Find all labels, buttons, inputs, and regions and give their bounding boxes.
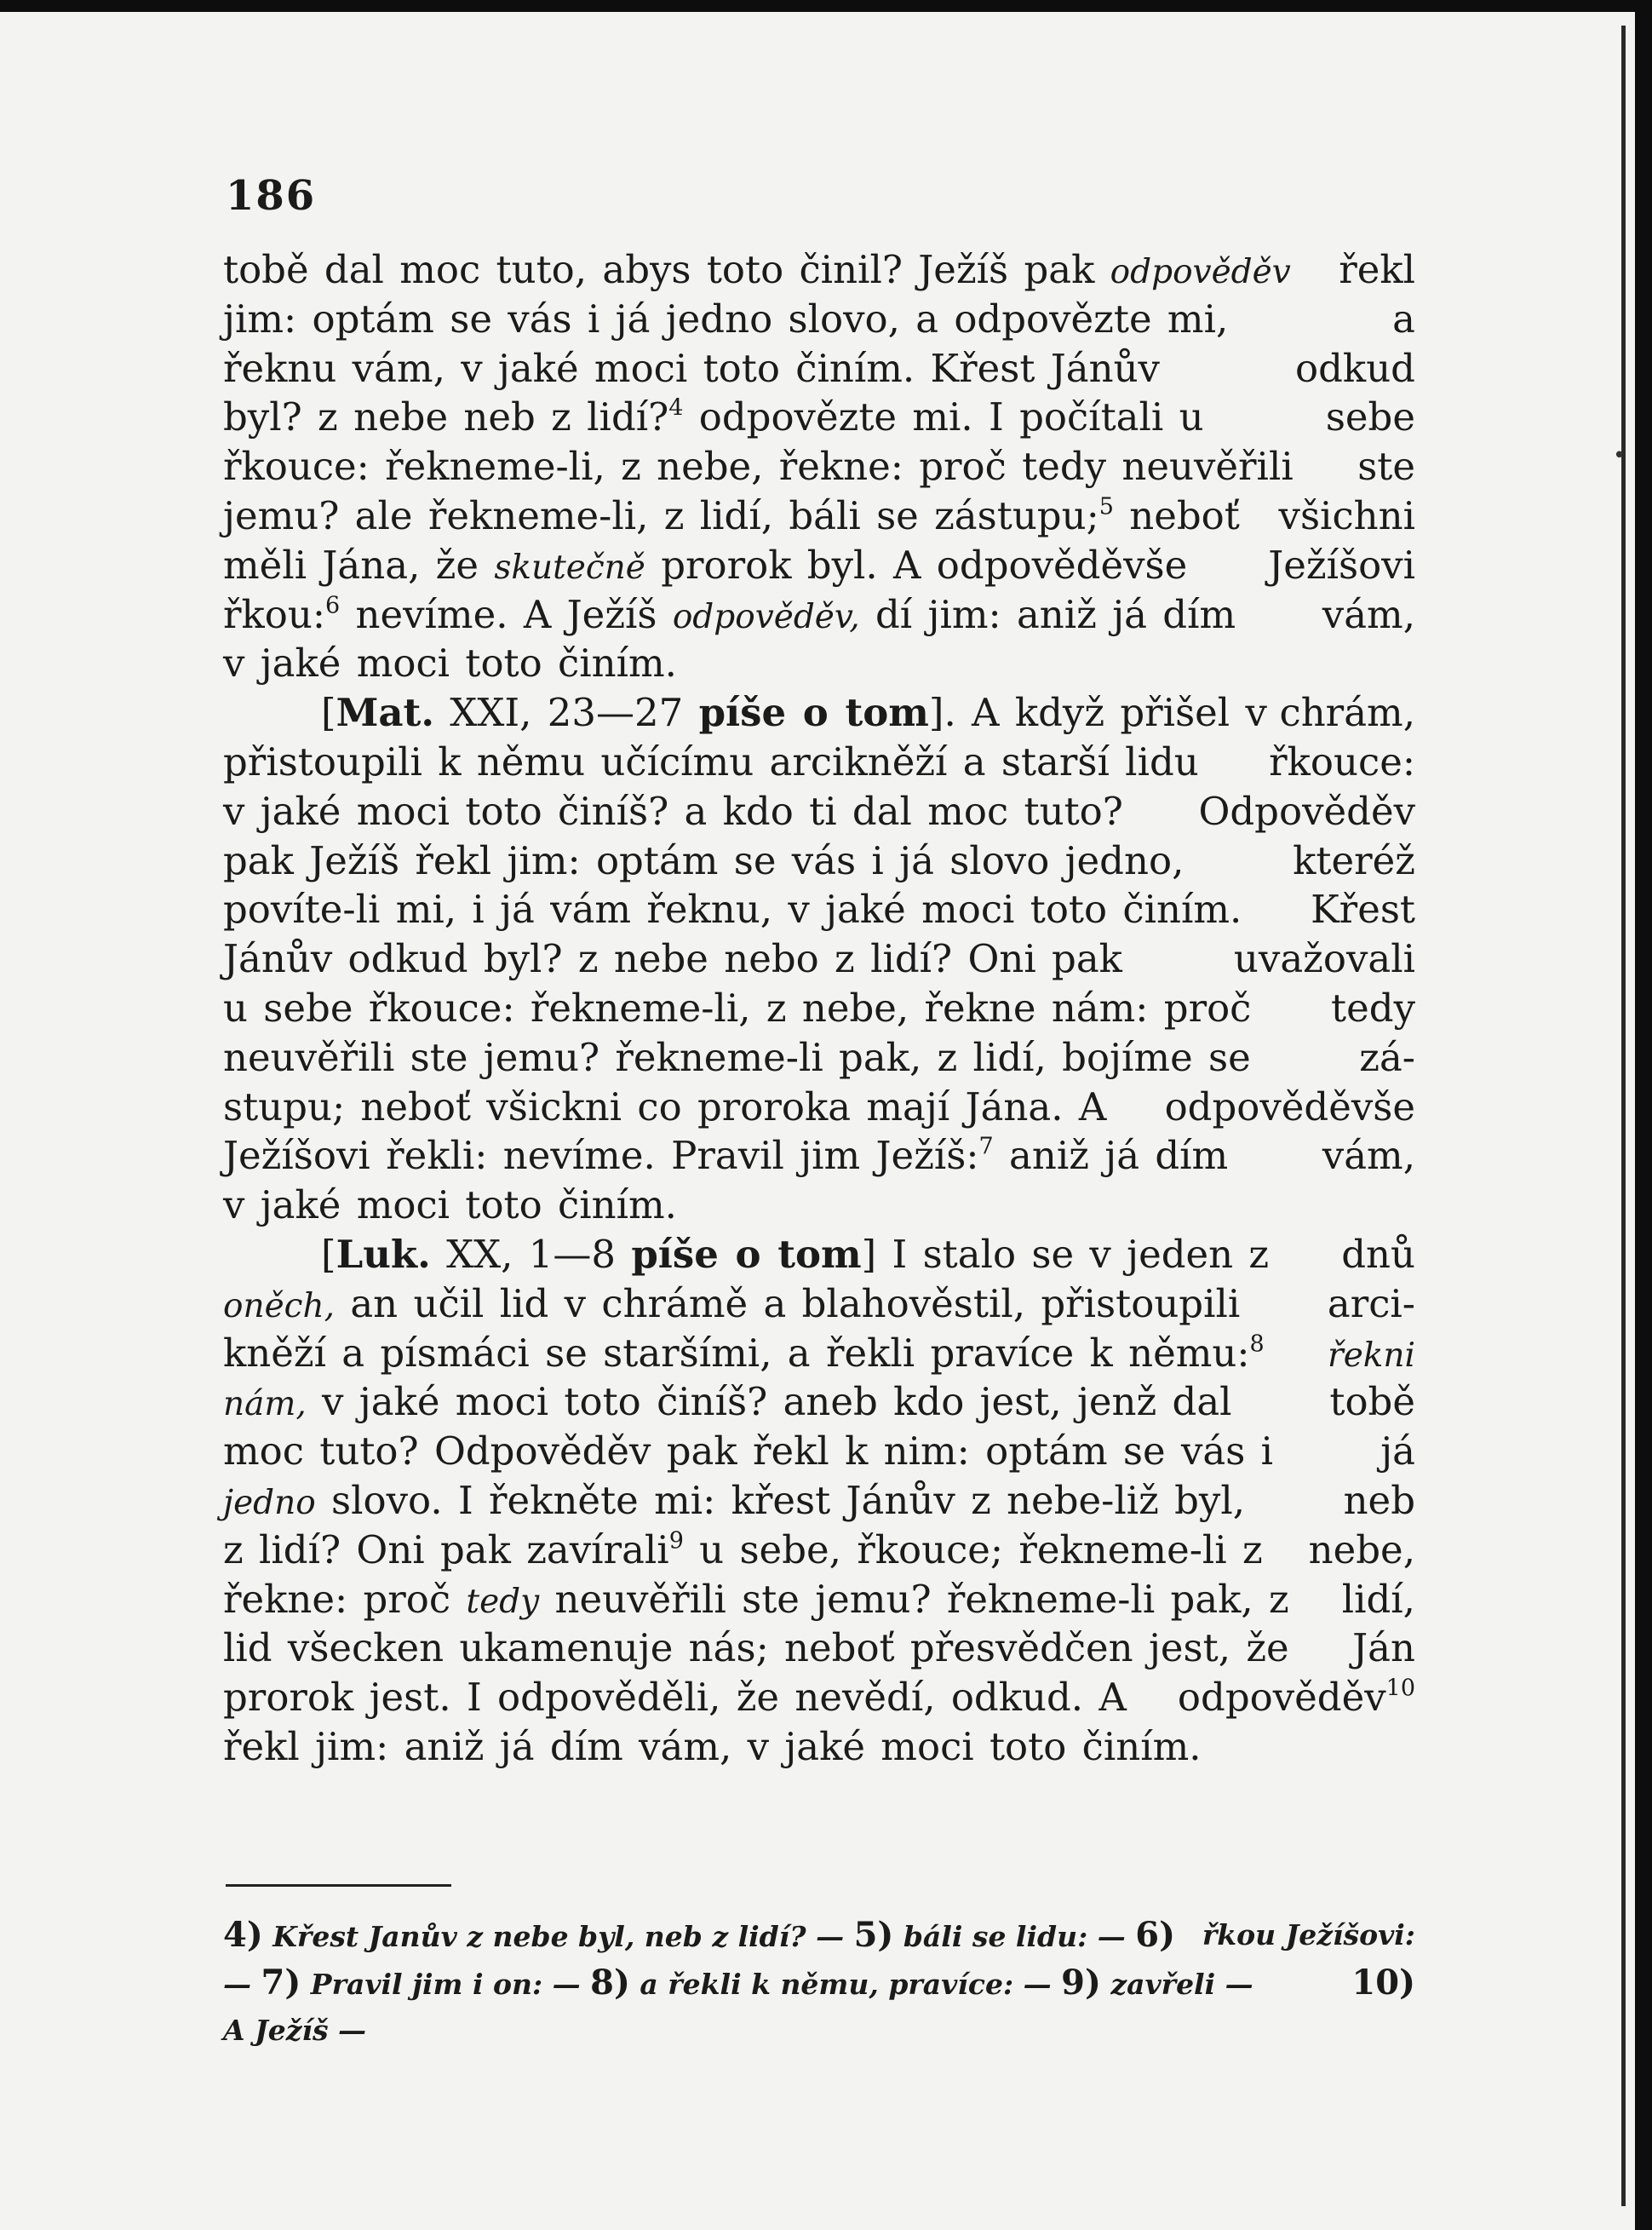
line-end-word bbox=[1293, 836, 1415, 886]
line-text: Křest bbox=[1311, 887, 1415, 933]
text-line bbox=[223, 934, 1415, 984]
line-text: moc tuto? Odpověděv pak řekl k nim: optám se vás i bbox=[223, 1428, 1274, 1474]
line-start bbox=[223, 1526, 1263, 1575]
line-text: ste bbox=[1357, 444, 1415, 490]
line-end-word bbox=[1344, 1476, 1415, 1526]
scan-top-border bbox=[0, 0, 1652, 12]
line-text: tobě dal moc tuto, abys toto činil? Ježíš pak bbox=[223, 247, 1110, 292]
line-text: neb bbox=[1343, 1477, 1415, 1523]
line-text: Ján bbox=[1352, 1625, 1415, 1671]
text-line bbox=[223, 885, 1415, 934]
text-line bbox=[223, 836, 1415, 886]
line-start bbox=[223, 295, 1228, 344]
footnote-number: 5) bbox=[853, 1915, 894, 1955]
footnote-text: řkou Ježíšovi: bbox=[1202, 1918, 1415, 1951]
footnote-number: 8) bbox=[590, 1963, 630, 2003]
line-text: pak Ježíš řekl jim: optám se vás i já slovo jedno, bbox=[223, 837, 1185, 883]
text-line bbox=[223, 1033, 1415, 1083]
line-text: neuvěřili ste jemu? řekneme-li pak, z bbox=[539, 1576, 1289, 1622]
text-line bbox=[223, 1131, 1415, 1181]
line-text: z lidí? Oni pak zavírali bbox=[223, 1526, 669, 1572]
footnote-start bbox=[223, 1911, 1175, 1961]
line-text: aniž já dím bbox=[993, 1133, 1229, 1179]
line-end-word bbox=[1198, 787, 1415, 836]
line-text: ]. A když přišel v bbox=[928, 690, 1267, 736]
line-start bbox=[321, 688, 1267, 738]
line-start bbox=[321, 1230, 1269, 1279]
footnote-line bbox=[223, 1911, 1415, 1959]
line-start bbox=[223, 984, 1251, 1033]
line-text: nebe, bbox=[1308, 1526, 1415, 1572]
italic-word: jedno bbox=[223, 1483, 316, 1522]
line-end-word bbox=[1329, 1377, 1415, 1427]
footnote-marker: 4 bbox=[668, 394, 684, 422]
footnote-end bbox=[1202, 1911, 1415, 1959]
line-text: kněží a písmáci se staršími, a řekli pravíce k němu: bbox=[223, 1330, 1250, 1376]
text-line bbox=[223, 491, 1415, 541]
main-text bbox=[223, 245, 1415, 1772]
line-text: vám, bbox=[1322, 591, 1415, 637]
line-end-word bbox=[1268, 541, 1415, 590]
line-end-word bbox=[1326, 393, 1415, 442]
text-line bbox=[223, 1673, 1415, 1722]
text-line bbox=[223, 1526, 1415, 1575]
line-end-word bbox=[1178, 1673, 1415, 1722]
text-line bbox=[223, 295, 1415, 344]
footnote-text: zavřeli — bbox=[1100, 1968, 1253, 2001]
reference-label: Mat. bbox=[336, 690, 434, 736]
line-text: v jaké moci toto činím. bbox=[223, 1182, 677, 1228]
footnote-number: 7) bbox=[261, 1963, 301, 2003]
text-line bbox=[223, 393, 1415, 442]
text-line bbox=[223, 245, 1415, 295]
page-edge-line bbox=[1621, 26, 1626, 2206]
line-text: odkud bbox=[1295, 345, 1415, 391]
line-text: řkouce: řekneme-li, z nebe, řekne: proč tedy neuvěřili bbox=[223, 444, 1293, 490]
footnotes bbox=[223, 1911, 1415, 2055]
line-end-word bbox=[1322, 590, 1415, 640]
line-text: tedy bbox=[1331, 985, 1415, 1031]
footnote-start bbox=[223, 1959, 1253, 2009]
line-text: neuvěřili ste jemu? řekneme-li pak, z lidí, bojíme se bbox=[223, 1034, 1251, 1080]
line-text: u sebe, řkouce; řekneme-li z bbox=[683, 1526, 1263, 1572]
line-text: sebe bbox=[1325, 394, 1415, 440]
text-line bbox=[223, 1181, 1415, 1230]
line-end-word bbox=[1309, 1526, 1415, 1575]
line-end-word bbox=[1295, 344, 1415, 394]
line-end-word bbox=[1328, 1279, 1415, 1329]
line-end-word bbox=[1359, 1033, 1415, 1083]
footnote-marker: 9 bbox=[668, 1527, 684, 1555]
line-text: lidí, bbox=[1341, 1576, 1415, 1622]
line-text: v jaké moci toto činíš? a kdo ti dal moc tuto? bbox=[223, 788, 1123, 834]
italic-word: odpověděv bbox=[1110, 253, 1291, 291]
line-text: prorok jest. I odpověděli, že nevědí, odkud. A bbox=[223, 1675, 1127, 1721]
line-text: kteréž bbox=[1293, 837, 1415, 883]
page-number: 186 bbox=[226, 172, 317, 220]
line-text: chrám, bbox=[1279, 690, 1415, 736]
line-text: všichni bbox=[1278, 492, 1415, 538]
line-text: Ježíšovi bbox=[1268, 542, 1415, 588]
line-text: řekl bbox=[1339, 247, 1415, 292]
line-text: řekne: proč bbox=[223, 1576, 467, 1622]
line-end-word bbox=[1380, 1427, 1415, 1476]
line-text: měli Jána, že bbox=[223, 542, 495, 588]
text-line bbox=[223, 541, 1415, 590]
line-text: jemu? ale řekneme-li, z lidí, báli se zástupu; bbox=[223, 492, 1099, 538]
footnote-rule bbox=[226, 1884, 451, 1887]
reference-label: píše o tom bbox=[631, 1231, 862, 1277]
footnote-text: — bbox=[223, 1968, 261, 2001]
line-start bbox=[223, 344, 1160, 394]
line-text: u sebe řkouce: řekneme-li, z nebe, řekne nám: proč bbox=[223, 985, 1252, 1031]
line-text: dí jim: aniž já dím bbox=[859, 591, 1236, 637]
line-start bbox=[223, 245, 1291, 297]
line-text: dnů bbox=[1341, 1231, 1415, 1277]
line-end-word bbox=[1322, 1131, 1415, 1181]
line-end-word bbox=[1279, 491, 1415, 541]
line-text: já bbox=[1380, 1428, 1415, 1474]
line-start bbox=[223, 639, 677, 688]
line-text: [ bbox=[321, 1231, 336, 1277]
line-end-word bbox=[1392, 295, 1415, 344]
line-text: řeknu vám, v jaké moci toto činím. Křest Jánův bbox=[223, 345, 1160, 391]
footnote-marker: 7 bbox=[978, 1133, 994, 1160]
line-text: byl? z nebe neb z lidí? bbox=[223, 394, 669, 440]
text-line bbox=[223, 442, 1415, 491]
line-text: nevíme. A Ježíš bbox=[340, 591, 673, 637]
text-line bbox=[223, 738, 1415, 787]
line-text: [ bbox=[321, 690, 336, 736]
line-text: jim: optám se vás i já jedno slovo, a odpovězte mi, bbox=[223, 296, 1229, 342]
line-text: odpověděv bbox=[1177, 1675, 1386, 1721]
line-end-word bbox=[1328, 1329, 1415, 1381]
scan-right-border bbox=[1635, 0, 1652, 2230]
text-line bbox=[223, 1083, 1415, 1132]
line-text: uvažovali bbox=[1233, 936, 1415, 982]
line-text: Jánův odkud byl? z nebe nebo z lidí? Oni pak bbox=[223, 936, 1122, 982]
footnote-text: A Ježíš — bbox=[223, 2014, 367, 2047]
line-text: přistoupili k němu učícímu arcikněží a starší lidu bbox=[223, 739, 1199, 785]
line-start bbox=[223, 1624, 1289, 1673]
footnote-end bbox=[1351, 1959, 1415, 2009]
line-start bbox=[223, 1673, 1127, 1722]
footnote-marker: 10 bbox=[1385, 1675, 1415, 1702]
footnote-marker: 8 bbox=[1249, 1330, 1265, 1357]
reference-label: Luk. bbox=[336, 1231, 431, 1277]
line-text: řekl jim: aniž já dím vám, v jaké moci toto činím. bbox=[223, 1723, 1202, 1769]
line-text: tobě bbox=[1329, 1379, 1415, 1425]
footnote-marker: 5 bbox=[1098, 493, 1114, 520]
line-text: řkou: bbox=[223, 591, 326, 637]
line-text: odpověděvše bbox=[1164, 1083, 1415, 1129]
line-start bbox=[223, 836, 1184, 886]
line-end-word bbox=[1331, 984, 1415, 1033]
line-start bbox=[223, 1329, 1265, 1378]
text-line bbox=[223, 344, 1415, 394]
line-start bbox=[223, 590, 1236, 642]
text-line bbox=[223, 1230, 1415, 1279]
footnote-text: báli se lidu: — bbox=[893, 1920, 1136, 1953]
line-start bbox=[223, 442, 1293, 491]
line-start bbox=[223, 885, 1242, 934]
line-end-word bbox=[1352, 1624, 1415, 1673]
line-end-word bbox=[1339, 245, 1415, 295]
line-text: lid všecken ukamenuje nás; neboť přesvědčen jest, že bbox=[223, 1625, 1289, 1671]
footnote-start bbox=[223, 2007, 366, 2055]
line-start bbox=[223, 491, 1240, 541]
text-line bbox=[223, 1624, 1415, 1673]
italic-word: skutečně bbox=[494, 548, 645, 587]
footnote-number: 10) bbox=[1351, 1963, 1415, 2003]
line-start bbox=[223, 1722, 1202, 1772]
line-start bbox=[223, 738, 1199, 787]
line-start bbox=[223, 1476, 1245, 1528]
line-text: v jaké moci toto činíš? aneb kdo jest, jenž dal bbox=[306, 1379, 1232, 1425]
line-text: neboť bbox=[1113, 492, 1240, 538]
line-text: stupu; neboť všickni co proroka mají Jána. A bbox=[223, 1083, 1107, 1129]
line-text: Odpověděv bbox=[1198, 788, 1415, 834]
footnote-number: 9) bbox=[1061, 1963, 1101, 2003]
line-text: prorok byl. A odpověděvše bbox=[645, 542, 1188, 588]
line-text: slovo. I řekněte mi: křest Jánův z nebe-liž byl, bbox=[315, 1477, 1246, 1523]
italic-word: nám, bbox=[223, 1385, 307, 1424]
line-start bbox=[223, 1131, 1228, 1181]
footnote-text: Křest Janův z nebe byl, neb z lidí? — bbox=[262, 1920, 854, 1953]
footnote-number: 4) bbox=[223, 1915, 263, 1955]
line-text: povíte-li mi, i já vám řeknu, v jaké moci toto činím. bbox=[223, 887, 1242, 933]
line-end-word bbox=[1342, 1575, 1415, 1624]
text-line bbox=[223, 639, 1415, 688]
line-text: zá- bbox=[1359, 1034, 1415, 1080]
line-end-word bbox=[1165, 1083, 1415, 1132]
margin-mark: • bbox=[1613, 443, 1626, 468]
line-start bbox=[223, 1377, 1232, 1429]
line-start bbox=[223, 1427, 1273, 1476]
line-start bbox=[223, 393, 1204, 442]
line-text: XXI, 23—27 bbox=[434, 690, 699, 736]
line-start bbox=[223, 1181, 677, 1230]
line-end-word bbox=[1357, 442, 1415, 491]
line-text: XX, 1—8 bbox=[430, 1231, 632, 1277]
footnote-line bbox=[223, 1959, 1415, 2007]
text-line bbox=[223, 1722, 1415, 1772]
line-end-word bbox=[1341, 1230, 1415, 1279]
footnote-line bbox=[223, 2007, 1415, 2055]
line-text: an učil lid v chrámě a blahověstil, přistoupili bbox=[335, 1280, 1241, 1326]
text-line bbox=[223, 688, 1415, 738]
text-line bbox=[223, 984, 1415, 1033]
text-line bbox=[223, 1575, 1415, 1624]
line-start bbox=[223, 541, 1187, 593]
italic-word: odpověděv, bbox=[672, 597, 860, 636]
line-start bbox=[223, 1279, 1240, 1331]
line-text: řkouce: bbox=[1269, 739, 1415, 785]
text-line bbox=[223, 1427, 1415, 1476]
text-line bbox=[223, 1279, 1415, 1329]
line-text: v jaké moci toto činím. bbox=[223, 641, 677, 687]
line-end-word bbox=[1280, 688, 1416, 738]
italic-word: tedy bbox=[466, 1582, 540, 1621]
line-start bbox=[223, 1575, 1289, 1627]
line-text: ] I stalo se v jeden z bbox=[861, 1231, 1270, 1277]
line-text: odpovězte mi. I počítali u bbox=[683, 394, 1204, 440]
footnote-number: 6) bbox=[1135, 1915, 1175, 1955]
italic-word: řekni bbox=[1328, 1336, 1415, 1375]
line-end-word bbox=[1311, 885, 1415, 934]
footnote-marker: 6 bbox=[325, 592, 341, 619]
text-line bbox=[223, 590, 1415, 640]
line-start bbox=[223, 934, 1122, 984]
line-end-word bbox=[1269, 738, 1415, 787]
line-start bbox=[223, 1083, 1106, 1132]
footnote-text: a řekli k němu, pravíce: — bbox=[629, 1968, 1062, 2001]
line-text: a bbox=[1392, 296, 1415, 342]
line-end-word bbox=[1234, 934, 1415, 984]
line-text: vám, bbox=[1322, 1133, 1415, 1179]
text-line bbox=[223, 1377, 1415, 1427]
line-text: arci- bbox=[1327, 1280, 1415, 1326]
italic-word: oněch, bbox=[223, 1286, 336, 1325]
reference-label: píše o tom bbox=[698, 690, 929, 736]
text-line bbox=[223, 1476, 1415, 1526]
line-start bbox=[223, 1033, 1251, 1083]
text-line bbox=[223, 1329, 1415, 1378]
line-start bbox=[223, 787, 1123, 836]
footnote-text: Pravil jim i on: — bbox=[301, 1968, 591, 2001]
text-line bbox=[223, 787, 1415, 836]
line-text: Ježíšovi řekli: nevíme. Pravil jim Ježíš: bbox=[223, 1133, 979, 1179]
